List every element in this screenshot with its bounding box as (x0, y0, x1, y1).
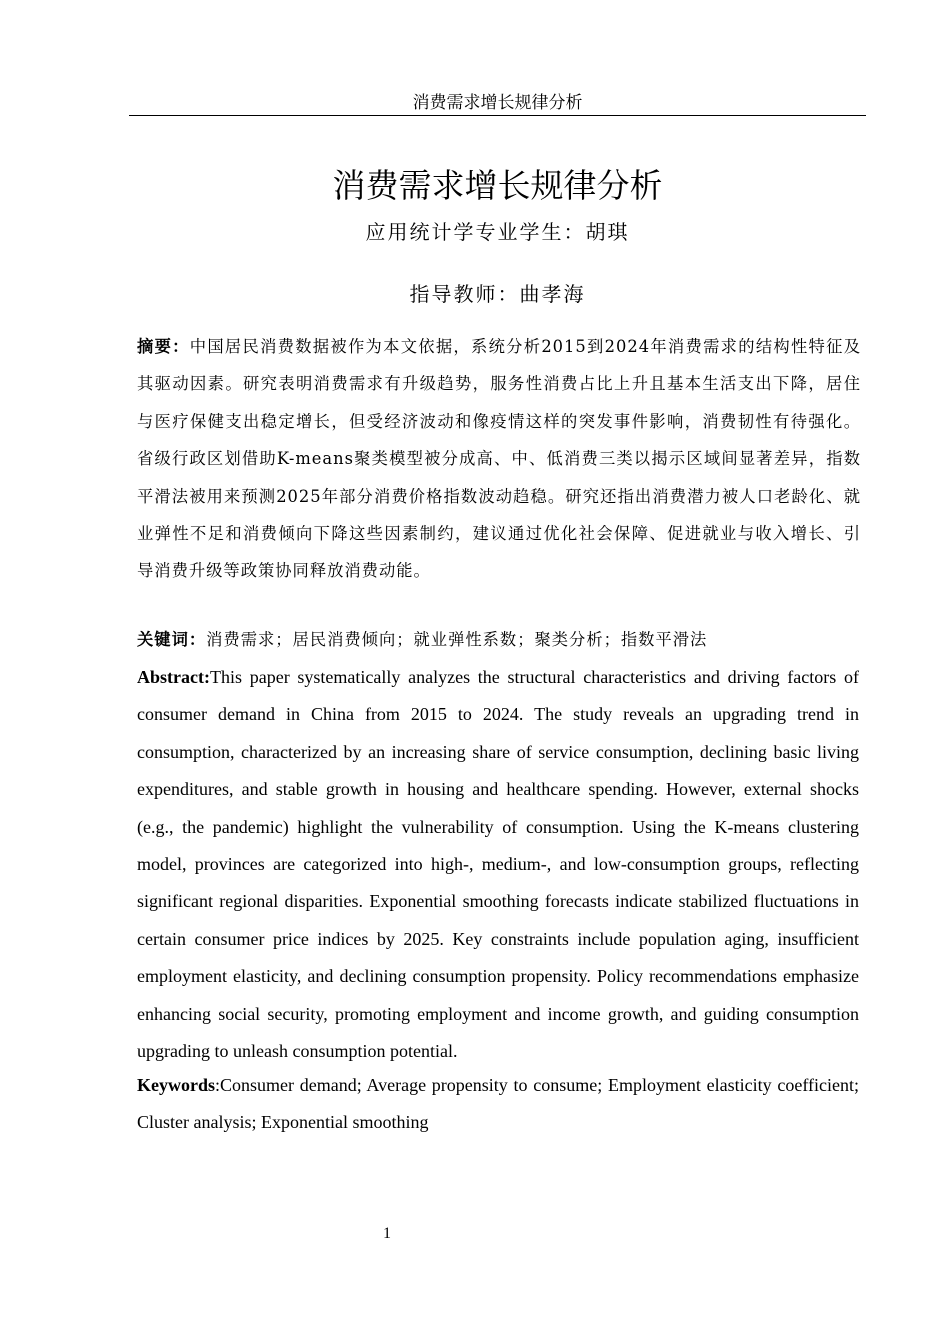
keywords-en-text: :Consumer demand; Average propensity to consume; Employment elasticity coefficient; Cluster analysis; Exponential smoothing (137, 1075, 859, 1133)
author-line: 应用统计学专业学生：胡琪 (365, 220, 630, 244)
page-number: 1 (383, 1225, 391, 1242)
abstract-en-label: Abstract: (137, 667, 210, 687)
keywords-cn-label: 关键词： (137, 630, 207, 649)
keywords-cn (137, 625, 861, 655)
keywords-cn-text: 消费需求；居民消费倾向；就业弹性系数；聚类分析；指数平滑法 (206, 630, 708, 649)
header-rule (129, 115, 866, 116)
abstract-en (137, 659, 859, 1070)
keywords-en-label: Keywords (137, 1075, 215, 1095)
keywords-en (137, 1067, 859, 1142)
abstract-cn-label: 摘要： (137, 337, 190, 356)
advisor-line: 指导教师：曲孝海 (409, 282, 586, 306)
paper-title: 消费需求增长规律分析 (332, 166, 663, 206)
abstract-cn (137, 328, 861, 590)
running-header: 消费需求增长规律分析 (412, 93, 583, 113)
abstract-en-text: This paper systematically analyzes the structural characteristics and driving factors of consumer demand in China from 2015 to 2024. The study reveals an upgrading trend in consumption, characterized by an increasing share of service consumption, declining basic living expenditures, and stable growth in housing and healthcare spending. However, external shocks (e.g., the pandemic) highlight the vulnerability of consumption. Using the K-means clustering model, provinces are categorized into high-, medium-, and low-consumption groups, reflecting significant regional disparities. Exponential smoothing forecasts indicate stabilized fluctuations in certain consumer price indices by 2025. Key constraints include population aging, insufficient employment elasticity, and declining consumption propensity. Policy recommendations emphasize enhancing social security, promoting employment and income growth, and guiding consumption upgrading to unleash consumption potential. (137, 667, 859, 1062)
abstract-cn-text: 中国居民消费数据被作为本文依据，系统分析2015到2024年消费需求的结构性特征及其驱动因素。研究表明消费需求有升级趋势，服务性消费占比上升且基本生活支出下降，居住与医疗保健支出稳定增长，但受经济波动和像疫情这样的突发事件影响，消费韧性有待强化。省级行政区划借助K-means聚类模型被分成高、中、低消费三类以揭示区域间显著差异，指数平滑法被用来预测2025年部分消费价格指数波动趋稳。研究还指出消费潜力被人口老龄化、就业弹性不足和消费倾向下降这些因素制约，建议通过优化社会保障、促进就业与收入增长、引导消费升级等政策协同释放消费动能。 (137, 337, 861, 581)
